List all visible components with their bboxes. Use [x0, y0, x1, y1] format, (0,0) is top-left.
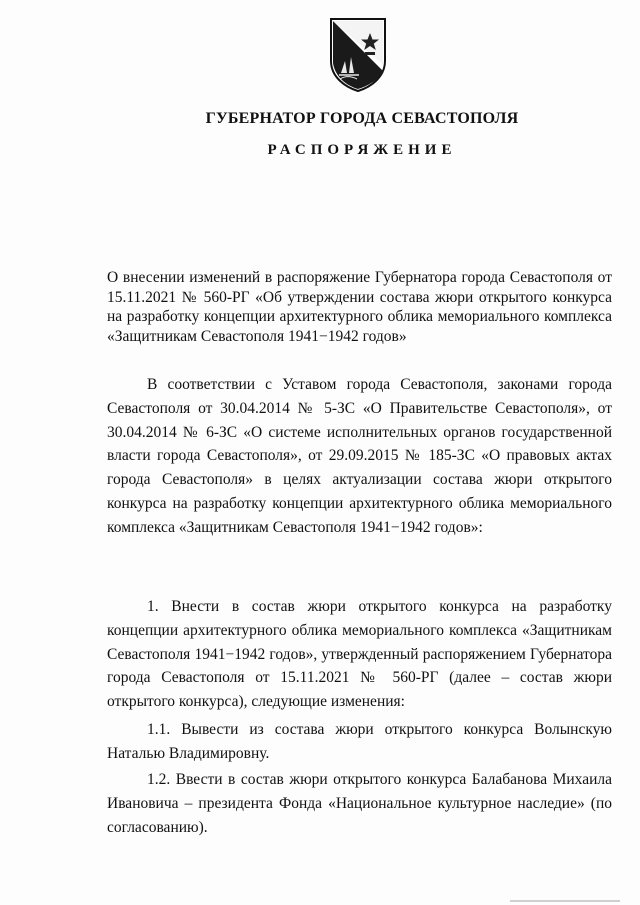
item-1-2-paragraph: 1.2. Ввести в состав жюри открытого конкурса Балабанова Михаила Ивановича – президента Фонда «Национальное культурное наследие» (по согласованию). — [107, 771, 612, 836]
document-subject: О внесении изменений в распоряжение Губернатора города Севастополя от 15.11.2021 № 560-РГ «Об утверждении состава жюри открытого конкурса на разработку концепции архитектурного облика мемориального комплекса «Защитникам Севастополя 1941−1942 годов» — [107, 269, 612, 345]
item-1-1-paragraph: 1.1. Вывести из состава жюри открытого конкурса Волынскую Наталью Владимировну. — [107, 721, 612, 762]
sevastopol-coat-of-arms-icon — [327, 15, 389, 93]
item-1-paragraph: 1. Внести в состав жюри открытого конкурса на разработку концепции архитектурного облика мемориального комплекса «Защитникам Севастополя 1941−1942 годов», утвержденный распоряжением Губернатора города Севастополя от 15.11.2021 № 560-РГ (далее – состав жюри открытого конкурса), следующие изменения: — [107, 598, 612, 711]
preamble-paragraph: В соответствии с Уставом города Севастополя, законами города Севастополя от 30.04.2014 № 5-ЗС «О Правительстве Севастополя», от 30.04.2014 № 6-ЗС «О системе исполнительных органов государственной власти города Севастополя», от 29.09.2015 № 185-ЗС «О правовых актах города Севастополя» в целях актуализации состава жюри открытого конкурса на разработку концепции архитектурного облика мемориального комплекса «Защитникам Севастополя 1941−1942 годов»: — [107, 376, 612, 536]
scan-artifact — [510, 900, 620, 902]
issuing-authority: ГУБЕРНАТОР ГОРОДА СЕВАСТОПОЛЯ — [205, 110, 519, 127]
document-type-heading: РАСПОРЯЖЕНИЕ — [267, 142, 457, 158]
